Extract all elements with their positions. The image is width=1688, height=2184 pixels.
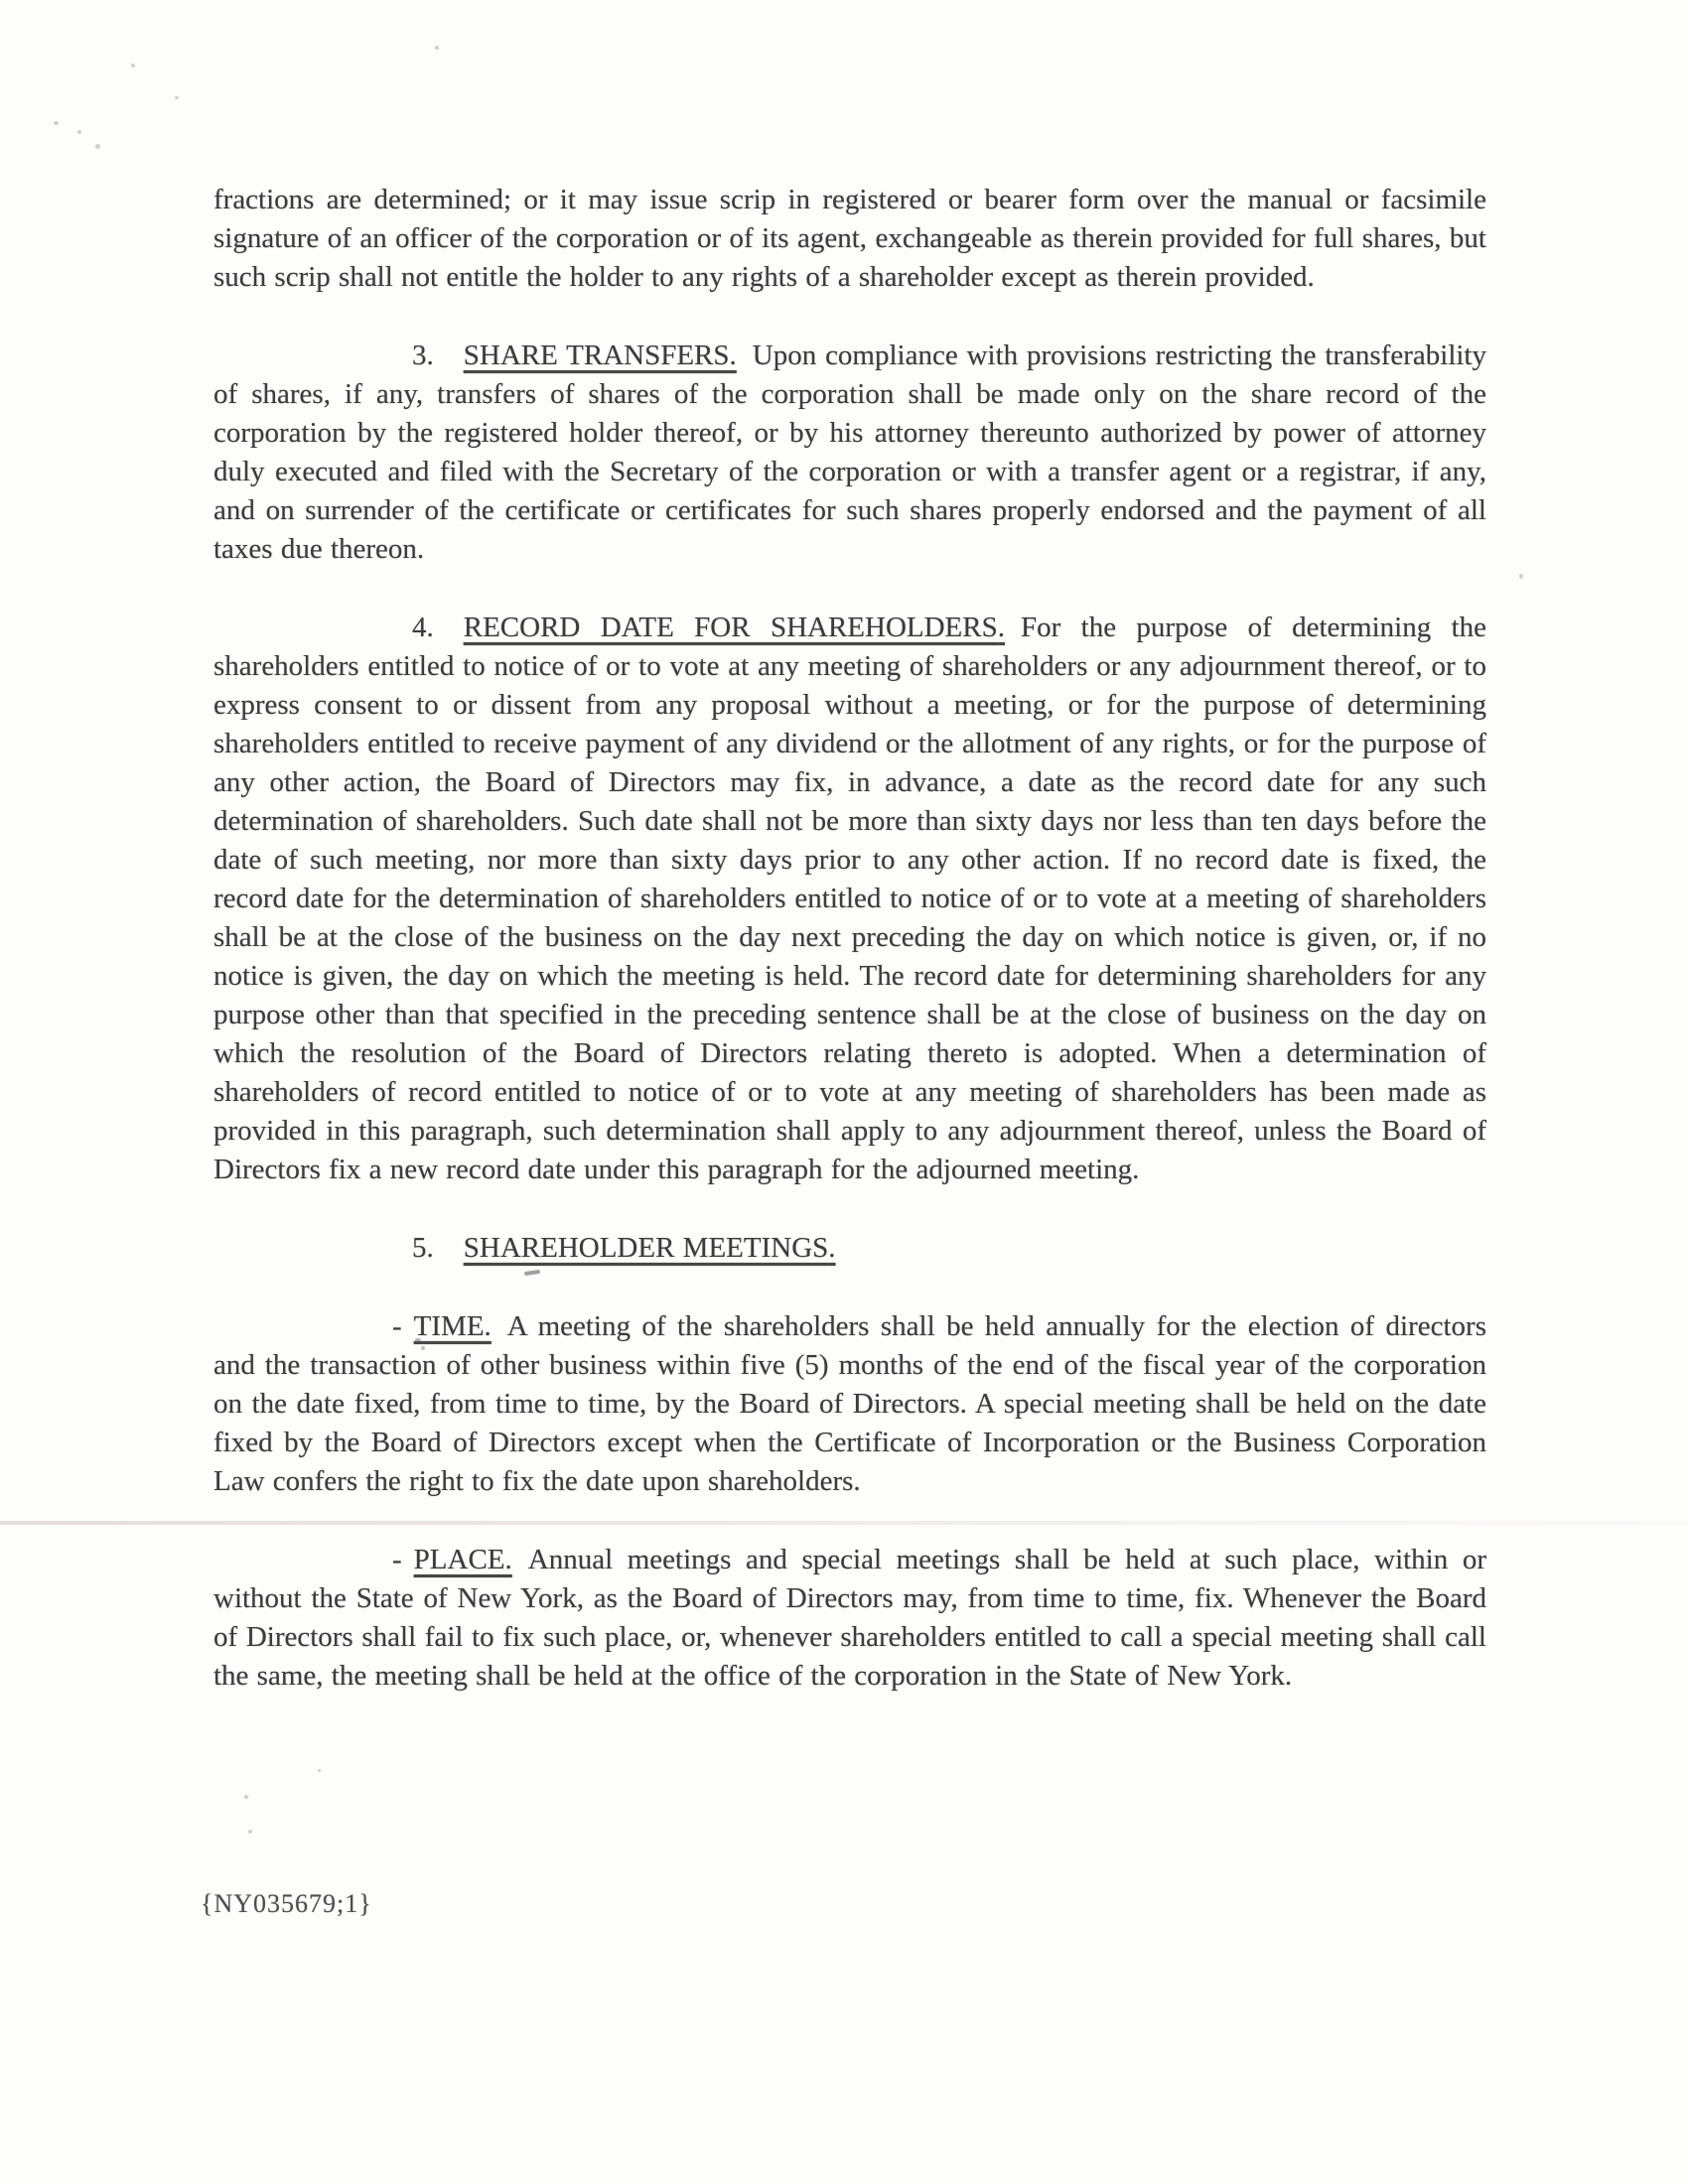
section-number: 4. bbox=[412, 612, 434, 643]
scan-speck bbox=[415, 1338, 421, 1342]
scan-line-artifact bbox=[0, 1521, 1688, 1525]
footer-document-number: {NY035679;1} bbox=[201, 1889, 372, 1918]
document-content bbox=[213, 181, 1486, 1735]
scan-speck bbox=[131, 64, 135, 68]
section-number: 5. bbox=[412, 1232, 434, 1264]
section-heading: SHARE TRANSFERS bbox=[463, 340, 730, 371]
subsection-body-text: Annual meetings and special meetings shall be held at such place, within or without the State of New York, as the Board of Directors may, from time to time, fix. Whenever the Board of Directors shall fail to fix such place, or, whenever shareholders entitled to call a special meeting shall call the same, the meeting shall be held at the office of the corporation in the State of New York. bbox=[213, 1544, 1486, 1692]
subsection-time bbox=[213, 1307, 1486, 1501]
section-heading: RECORD DATE FOR SHAREHOLDERS bbox=[463, 612, 998, 643]
scan-speck bbox=[54, 121, 59, 125]
heading-period: . bbox=[484, 1310, 492, 1342]
heading-period: . bbox=[729, 340, 737, 371]
subsection-dash: - bbox=[392, 1310, 402, 1342]
heading-period: . bbox=[997, 612, 1005, 643]
subsection-body-text: A meeting of the shareholders shall be held annually for the election of directors and the transaction of other business within five (5) months of the end of the fiscal year of the corporation on the date fixed, from time to time, by the Board of Directors. A special meeting shall be held on the date fixed by the Board of Directors except when the Certificate of Incorporation or the Business Corporation Law confers the right to fix the date upon shareholders. bbox=[213, 1310, 1486, 1497]
section-number: 3. bbox=[412, 340, 434, 371]
scan-speck bbox=[1519, 574, 1523, 579]
scan-speck bbox=[175, 96, 179, 99]
subsection-dash: - bbox=[392, 1544, 402, 1575]
paragraph-scrip-continuation: fractions are determined; or it may issue scrip in registered or bearer form over the manual or facsimile signature of an officer of the corporation or of its agent, exchangeable as therein provided for full shares, but such scrip shall not entitle the holder to any rights of a shareholder except as therein provided. bbox=[213, 184, 1486, 293]
subsection-place bbox=[213, 1541, 1486, 1696]
subsection-heading: TIME bbox=[413, 1310, 485, 1342]
scan-speck bbox=[421, 1346, 425, 1350]
section-body-text: Upon compliance with provisions restricting the transferability of shares, if any, transfers of shares of the corporation shall be made only on the share record of the corporation by the registered holder thereof, or by his attorney thereunto authorized by power of attorney duly executed and filed with the Secretary of the corporation or with a transfer agent or a registrar, if any, and on surrender of the certificate or certificates for such shares properly endorsed and the payment of all taxes due thereon. bbox=[213, 340, 1486, 565]
scan-speck bbox=[244, 1795, 248, 1799]
heading-period: . bbox=[504, 1544, 512, 1575]
section-heading: SHAREHOLDER MEETINGS bbox=[463, 1232, 829, 1264]
section-shareholder-meetings-heading bbox=[213, 1229, 1486, 1268]
scan-speck bbox=[248, 1830, 252, 1834]
scan-speck bbox=[95, 144, 100, 149]
heading-period: . bbox=[828, 1232, 836, 1264]
scan-speck bbox=[435, 46, 439, 50]
section-share-transfers bbox=[213, 337, 1486, 569]
scan-speck bbox=[318, 1769, 321, 1772]
subsection-heading: PLACE bbox=[413, 1544, 505, 1575]
section-body-text: For the purpose of determining the shareholders entitled to notice of or to vote at any meeting of shareholders or any adjournment thereof, or to express consent to or dissent from any proposal without a meeting, or for the purpose of determining shareholders entitled to receive payment of any dividend or the allotment of any rights, or for the purpose of any other action, the Board of Directors may fix, in advance, a date as the record date for any such determination of shareholders. Such date shall not be more than sixty days nor less than ten days before the date of such meeting, nor more than sixty days prior to any other action. If no record date is fixed, the record date for the determination of shareholders entitled to notice of or to vote at a meeting of shareholders shall be at the close of the business on the day next preceding the day on which notice is given, or, if no notice is given, the day on which the meeting is held. The record date for determining shareholders for any purpose other than that specified in the preceding sentence shall be at the close of business on the day on which the resolution of the Board of Directors relating thereto is adopted. When a determination of shareholders of record entitled to notice of or to vote at any meeting of shareholders has been made as provided in this paragraph, such determination shall apply to any adjournment thereof, unless the Board of Directors fix a new record date under this paragraph for the adjourned meeting. bbox=[213, 612, 1486, 1185]
section-record-date bbox=[213, 609, 1486, 1189]
scan-speck bbox=[77, 130, 81, 134]
